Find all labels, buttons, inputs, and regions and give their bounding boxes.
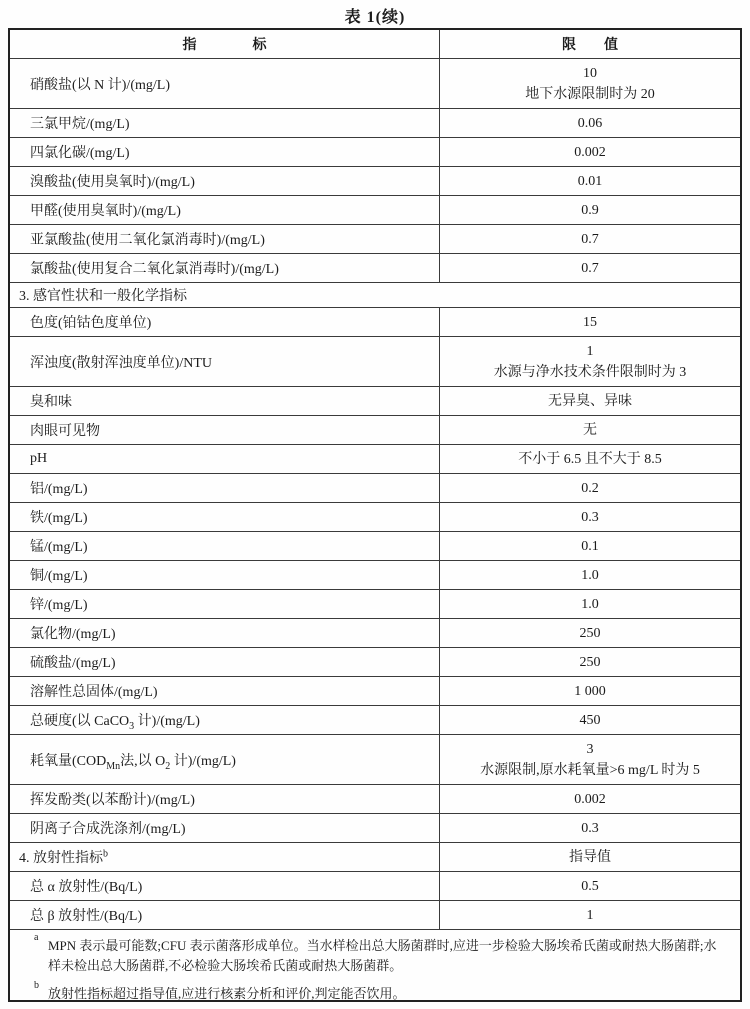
indicator-cell [10,445,440,473]
limit-cell [440,445,740,473]
indicator-cell [10,814,440,842]
indicator-text-segment: 三氯甲烷/(mg/L) [30,117,130,132]
indicator-text-segment: 硝酸盐(以 N 计)/(mg/L) [30,77,170,93]
limit-value: 0.002 [574,144,606,160]
indicator-label [30,789,195,809]
table-row [10,814,740,843]
limit-cell [440,254,740,282]
table-row [10,387,740,416]
indicator-text-segment: 阴离子合成洗涤剂/(mg/L) [30,822,186,837]
table-row [10,167,740,196]
limit-cell [440,814,740,842]
limit-cell [440,590,740,618]
indicator-text-segment: 锰/(mg/L) [30,540,88,555]
indicator-cell [10,532,440,560]
table-row [10,196,740,225]
limit-cell [440,138,740,166]
limit-value: 0.7 [581,260,599,276]
indicator-text-segment: 铜/(mg/L) [30,569,88,584]
indicator-text-segment: 亚氯酸盐(使用二氧化氯消毒时)/(mg/L) [30,233,265,248]
indicator-header-label: 指 标 [182,38,267,53]
indicator-label [30,507,88,527]
limit-value: 250 [579,654,601,670]
limit-cell [440,677,740,705]
limit-value: 15 [583,314,597,330]
indicator-cell [10,254,440,282]
indicator-label [30,478,88,498]
footnote-text: 放射性指标超过指导值,应进行核素分析和评价,判定能否饮用。 [48,986,406,1001]
indicator-cell [10,416,440,444]
limit-value: 0.9 [581,202,599,218]
limit-cell [440,503,740,531]
limit-value: 0.1 [581,538,599,554]
indicator-text-segment: 计)/(mg/L) [134,714,200,729]
indicator-cell [10,474,440,502]
indicator-cell [10,167,440,195]
limit-value: 无异臭、异味 [548,393,632,409]
indicator-text-segment: 计)/(mg/L) [170,753,236,769]
limit-header [440,30,740,58]
indicator-label [30,681,158,701]
indicator-label [30,905,142,925]
indicator-label [30,352,212,372]
indicator-text-segment: 四氯化碳/(mg/L) [30,146,130,161]
indicator-label [30,876,142,896]
limit-cell [440,167,740,195]
indicator-label [30,312,151,332]
indicator-text-segment: Mn [106,760,121,772]
limit-cell [440,619,740,647]
limit-cell [440,416,740,444]
limit-cell [440,561,740,589]
indicator-cell [10,225,440,253]
limit-value: 3 [586,741,594,757]
indicator-label [30,750,236,770]
indicator-cell [10,590,440,618]
limit-value: 0.2 [581,480,599,496]
indicator-text-segment: 锌/(mg/L) [30,598,88,613]
indicator-text-segment: 2 [165,760,171,772]
indicator-text-segment: 挥发酚类(以苯酚计)/(mg/L) [30,793,195,808]
limit-cell [440,872,740,900]
table-row [10,901,740,930]
limit-value: 地下水源限制时为 20 [525,86,655,102]
limit-cell [440,196,740,224]
indicator-label [30,652,116,672]
table-row [10,648,740,677]
indicator-cell [10,706,440,734]
indicator-label [30,565,88,585]
limit-header-label: 限 值 [562,38,618,53]
indicator-text-segment: 3 [129,720,135,732]
indicator-text-segment: 总 α 放射性/(Bq/L) [30,880,143,895]
table-row [10,735,740,785]
indicator-cell [10,109,440,137]
indicator-label [30,536,88,556]
footnote-marker: b [34,980,39,991]
indicator-header [10,30,440,58]
table-row [10,590,740,619]
table-row [10,619,740,648]
limit-cell [440,59,740,108]
table-header-row [10,30,740,59]
limit-cell [440,735,740,784]
table-row [10,138,740,167]
limit-value: 1.0 [581,567,599,583]
limit-value: 0.5 [581,878,599,894]
table-row [10,706,740,735]
table-row [10,109,740,138]
indicator-text-segment: 3. 感官性状和一般化学指标 [19,289,187,304]
table-row [10,474,740,503]
limit-cell [440,648,740,676]
indicator-text-segment: 铝/(mg/L) [30,482,88,497]
indicator-label [30,451,47,467]
indicator-text-segment: 肉眼可见物 [30,424,100,439]
indicator-text-segment: 氯化物/(mg/L) [30,627,116,642]
indicator-cell [10,59,440,108]
indicator-label [30,623,116,643]
indicator-cell [10,901,440,929]
indicator-text-segment: 浑浊度(散射浑浊度单位)/NTU [30,355,212,371]
indicator-cell [10,308,440,336]
table-row [10,308,740,337]
limit-value: 0.06 [577,115,603,131]
indicator-cell [10,735,440,784]
section-row [10,283,740,308]
table-row [10,59,740,109]
footnote-text: MPN 表示最可能数;CFU 表示菌落形成单位。当水样检出总大肠菌群时,应进一步检验大肠埃希氏菌或耐热大肠菌群;水样未检出总大肠菌群,不必检验大肠埃希氏菌或耐热大肠菌群。 [48,938,717,973]
indicator-cell [10,785,440,813]
limit-value: 1 [586,907,594,923]
footnote [34,980,724,1004]
indicator-cell [10,561,440,589]
indicator-text-segment: 4. 放射性指标 [19,851,103,866]
table-row [10,872,740,901]
table-row [10,337,740,387]
indicator-label [19,847,108,867]
indicator-cell [10,872,440,900]
indicator-text-segment: 法,以 O [120,753,166,769]
limit-value: 0.3 [581,820,599,836]
indicator-label [30,74,170,94]
limit-value: 水源限制,原水耗氧量>6 mg/L 时为 5 [480,762,700,778]
indicator-text-segment: 臭和味 [30,395,72,410]
indicator-cell [10,843,440,871]
limit-cell [440,225,740,253]
limit-value: 0.002 [574,791,606,807]
water-quality-table [8,28,742,1002]
table-row [10,254,740,283]
limit-cell [440,337,740,386]
limit-cell [440,474,740,502]
indicator-text-segment: 氯酸盐(使用复合二氧化氯消毒时)/(mg/L) [30,262,279,277]
indicator-label [30,710,200,730]
indicator-label [30,391,72,411]
table-row [10,532,740,561]
limit-cell [440,308,740,336]
indicator-label [30,142,130,162]
indicator-label [30,258,279,278]
limit-value: 水源与净水技术条件限制时为 3 [493,364,687,380]
limit-value: 0.7 [581,231,599,247]
indicator-cell [10,619,440,647]
table-row [10,677,740,706]
indicator-label [30,818,186,838]
indicator-text-segment: 铁/(mg/L) [30,511,88,526]
limit-cell [440,785,740,813]
table-row [10,225,740,254]
limit-value: 1 [586,343,594,359]
table-title: 表 1(续) [344,9,406,26]
indicator-text-segment: b [103,848,108,860]
limit-value: 不小于 6.5 且不大于 8.5 [518,451,662,467]
limit-cell [440,843,740,871]
indicator-label [30,420,100,440]
indicator-text-segment: 色度(铂钴色度单位) [30,316,152,331]
limit-value: 1 000 [574,683,606,699]
limit-cell [440,387,740,415]
limit-value: 10 [583,65,597,81]
limit-cell [440,109,740,137]
limit-cell [440,706,740,734]
indicator-text-segment: 耗氧量(COD [30,753,107,769]
footnote-marker: a [34,932,39,943]
footnotes [10,930,740,1009]
indicator-label [30,113,130,133]
limit-cell [440,901,740,929]
indicator-text-segment: 溴酸盐(使用臭氧时)/(mg/L) [30,175,195,190]
indicator-cell [10,677,440,705]
indicator-cell [10,138,440,166]
limit-value: 指导值 [569,849,611,865]
indicator-label [30,594,88,614]
limit-cell [440,532,740,560]
limit-value: 0.01 [577,173,603,189]
indicator-text-segment: 总硬度(以 CaCO [30,714,130,729]
limit-value: 无 [583,422,597,438]
indicator-cell [10,387,440,415]
indicator-label [19,285,187,305]
indicator-cell [10,283,740,307]
limit-value: 250 [579,625,601,641]
indicator-text-segment: 溶解性总固体/(mg/L) [30,685,158,700]
table-row [10,416,740,445]
indicator-label [30,200,181,220]
indicator-cell [10,503,440,531]
table-row [10,561,740,590]
table-row [10,445,740,474]
limit-value: 0.3 [581,509,599,525]
limit-value: 450 [579,712,601,728]
indicator-cell [10,648,440,676]
table-row [10,785,740,814]
limit-value: 1.0 [581,596,599,612]
indicator-label [30,171,195,191]
indicator-label [30,229,265,249]
section-row [10,843,740,872]
indicator-cell [10,337,440,386]
indicator-text-segment: pH [30,451,48,466]
footnote [34,932,724,976]
indicator-text-segment: 总 β 放射性/(Bq/L) [30,909,143,924]
indicator-text-segment: 甲醛(使用臭氧时)/(mg/L) [30,204,181,219]
table-row [10,503,740,532]
indicator-text-segment: 硫酸盐/(mg/L) [30,656,116,671]
indicator-cell [10,196,440,224]
